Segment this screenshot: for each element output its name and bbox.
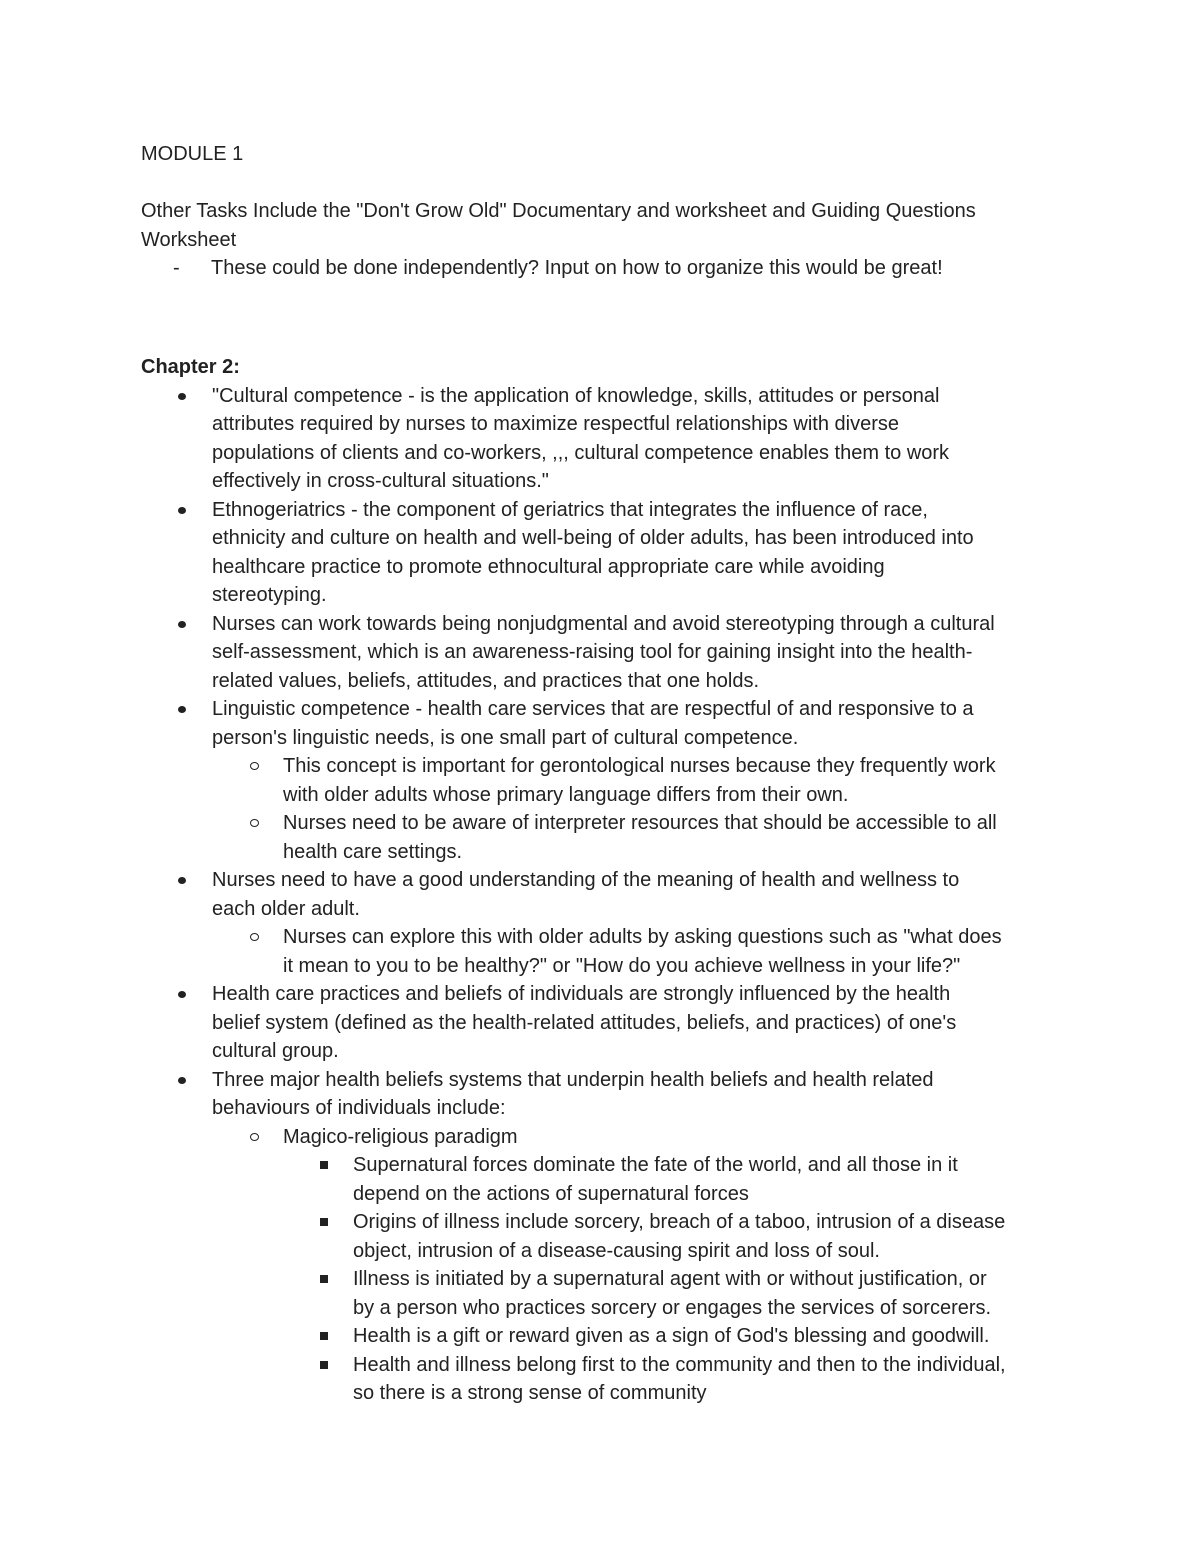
list-item: [283, 1151, 1081, 1208]
spacer: [141, 325, 1081, 354]
list-item-text: populations of clients and co-workers, ,,, cultural competence enables them to work: [212, 441, 950, 464]
list-item: [283, 1351, 1081, 1408]
bullet-square-icon: [320, 1161, 328, 1169]
list-item-text: effectively in cross-cultural situations.": [212, 470, 549, 492]
list-item-text: cultural group.: [212, 1040, 339, 1062]
list-item-text: health care settings.: [283, 840, 462, 863]
bullet-dot-icon: [178, 621, 186, 628]
other-tasks-note: - These could be done independently? Input on how to organize this would be great!: [141, 254, 1081, 283]
list-item: [141, 610, 1081, 696]
list-item-text: Health care practices and beliefs of individuals are strongly influenced by the health: [212, 983, 951, 1005]
list-item: [141, 496, 1081, 610]
list-item-text: so there is a strong sense of community: [353, 1382, 707, 1404]
spacer: [141, 283, 1081, 325]
list-item-text: by a person who practices sorcery or engages the services of sorcerers.: [353, 1296, 992, 1319]
chapter-bullet-list: [141, 382, 1081, 1408]
nested-list: [212, 1123, 1081, 1408]
bullet-circle-icon: [250, 762, 259, 770]
list-item-text: Nurses need to be aware of interpreter resources that should be accessible to all: [283, 812, 997, 834]
list-item: [141, 382, 1081, 496]
list-item-text: This concept is important for gerontological nurses because they frequently work: [283, 755, 996, 777]
other-tasks-line-1: Other Tasks Include the "Don't Grow Old" Documentary and worksheet and Guiding Questions: [141, 200, 976, 222]
list-item: [141, 866, 1081, 923]
list-item-text: ethnicity and culture on health and well-being of older adults, has been introduced into: [212, 527, 974, 549]
list-item-text: self-assessment, which is an awareness-raising tool for gaining insight into the health-: [212, 641, 973, 663]
list-item-text: Magico-religious paradigm: [283, 1125, 518, 1148]
list-item: [141, 980, 1081, 1066]
list-item-text: Nurses need to have a good understanding of the meaning of health and wellness to: [212, 869, 960, 891]
list-item-text: stereotyping.: [212, 584, 327, 606]
bullet-square-icon: [320, 1332, 328, 1340]
bullet-dot-icon: [178, 393, 186, 400]
bullet-circle-icon: [250, 933, 259, 941]
list-item-text: Three major health beliefs systems that underpin health beliefs and health related: [212, 1068, 934, 1091]
nested-list-wrapper: [141, 752, 1081, 866]
nested-list-wrapper: [141, 1123, 1081, 1408]
bullet-dot-icon: [178, 877, 186, 884]
list-item-text: Linguistic competence - health care services that are respectful of and responsive to a: [212, 698, 974, 720]
bullet-dot-icon: [178, 507, 186, 514]
list-item: [212, 809, 1081, 866]
bullet-square-icon: [320, 1218, 328, 1226]
nested-list: [212, 752, 1081, 866]
document-page: [141, 140, 1081, 1408]
chapter-heading: Chapter 2:: [141, 356, 240, 378]
list-item-text: Health and illness belong first to the community and then to the individual,: [353, 1353, 1006, 1376]
nested-list-wrapper: [212, 1151, 1081, 1408]
list-item: [212, 1123, 1081, 1152]
bullet-dot-icon: [178, 1077, 186, 1084]
bullet-square-icon: [320, 1275, 328, 1283]
nested-list: [212, 923, 1081, 980]
bullet-dot-icon: [178, 706, 186, 713]
list-item-text: attributes required by nurses to maximize respectful relationships with diverse: [212, 413, 899, 435]
list-item-text: depend on the actions of supernatural forces: [353, 1182, 749, 1205]
list-item: [283, 1265, 1081, 1322]
list-item-text: Origins of illness include sorcery, breach of a taboo, intrusion of a disease: [353, 1211, 1006, 1233]
list-item: [283, 1322, 1081, 1351]
list-item-text: person's linguistic needs, is one small part of cultural competence.: [212, 726, 799, 749]
list-item-text: Health is a gift or reward given as a sign of God's blessing and goodwill.: [353, 1325, 990, 1347]
list-item-text: Nurses can work towards being nonjudgmental and avoid stereotyping through a cultural: [212, 612, 995, 635]
bullet-circle-icon: [250, 1133, 259, 1141]
module-title: MODULE 1: [141, 143, 244, 165]
list-item-text: object, intrusion of a disease-causing spirit and loss of soul.: [353, 1239, 880, 1262]
spacer: [141, 169, 1081, 198]
list-item: [283, 1208, 1081, 1265]
list-item-text: it mean to you to be healthy?" or "How do you achieve wellness in your life?": [283, 954, 961, 977]
list-item-text: Illness is initiated by a supernatural agent with or without justification, or: [353, 1268, 987, 1290]
list-item-text: behaviours of individuals include:: [212, 1097, 506, 1119]
bullet-dot-icon: [178, 991, 186, 998]
list-item-text: Ethnogeriatrics - the component of geriatrics that integrates the influence of race,: [212, 498, 928, 521]
list-item-text: "Cultural competence - is the application of knowledge, skills, attitudes or personal: [212, 384, 940, 407]
bullet-square-icon: [320, 1361, 328, 1369]
list-item-text: Nurses can explore this with older adults by asking questions such as "what does: [283, 926, 1002, 948]
list-item-text: Supernatural forces dominate the fate of the world, and all those in it: [353, 1154, 958, 1176]
other-tasks-line-2: Worksheet: [141, 228, 237, 251]
list-item-text: each older adult.: [212, 897, 360, 920]
bullet-circle-icon: [250, 819, 259, 827]
nested-list: [283, 1151, 1081, 1408]
other-tasks-list: [141, 254, 1081, 283]
list-item: [141, 1066, 1081, 1123]
list-item-text: belief system (defined as the health-related attitudes, beliefs, and practices) of one's: [212, 1011, 957, 1034]
list-item-text: with older adults whose primary language differs from their own.: [283, 783, 849, 806]
list-item-text: related values, beliefs, attitudes, and practices that one holds.: [212, 669, 760, 692]
nested-list-wrapper: [141, 923, 1081, 980]
list-item: [212, 752, 1081, 809]
list-item: [212, 923, 1081, 980]
list-item-text: healthcare practice to promote ethnocultural appropriate care while avoiding: [212, 555, 885, 578]
list-item: [141, 695, 1081, 752]
